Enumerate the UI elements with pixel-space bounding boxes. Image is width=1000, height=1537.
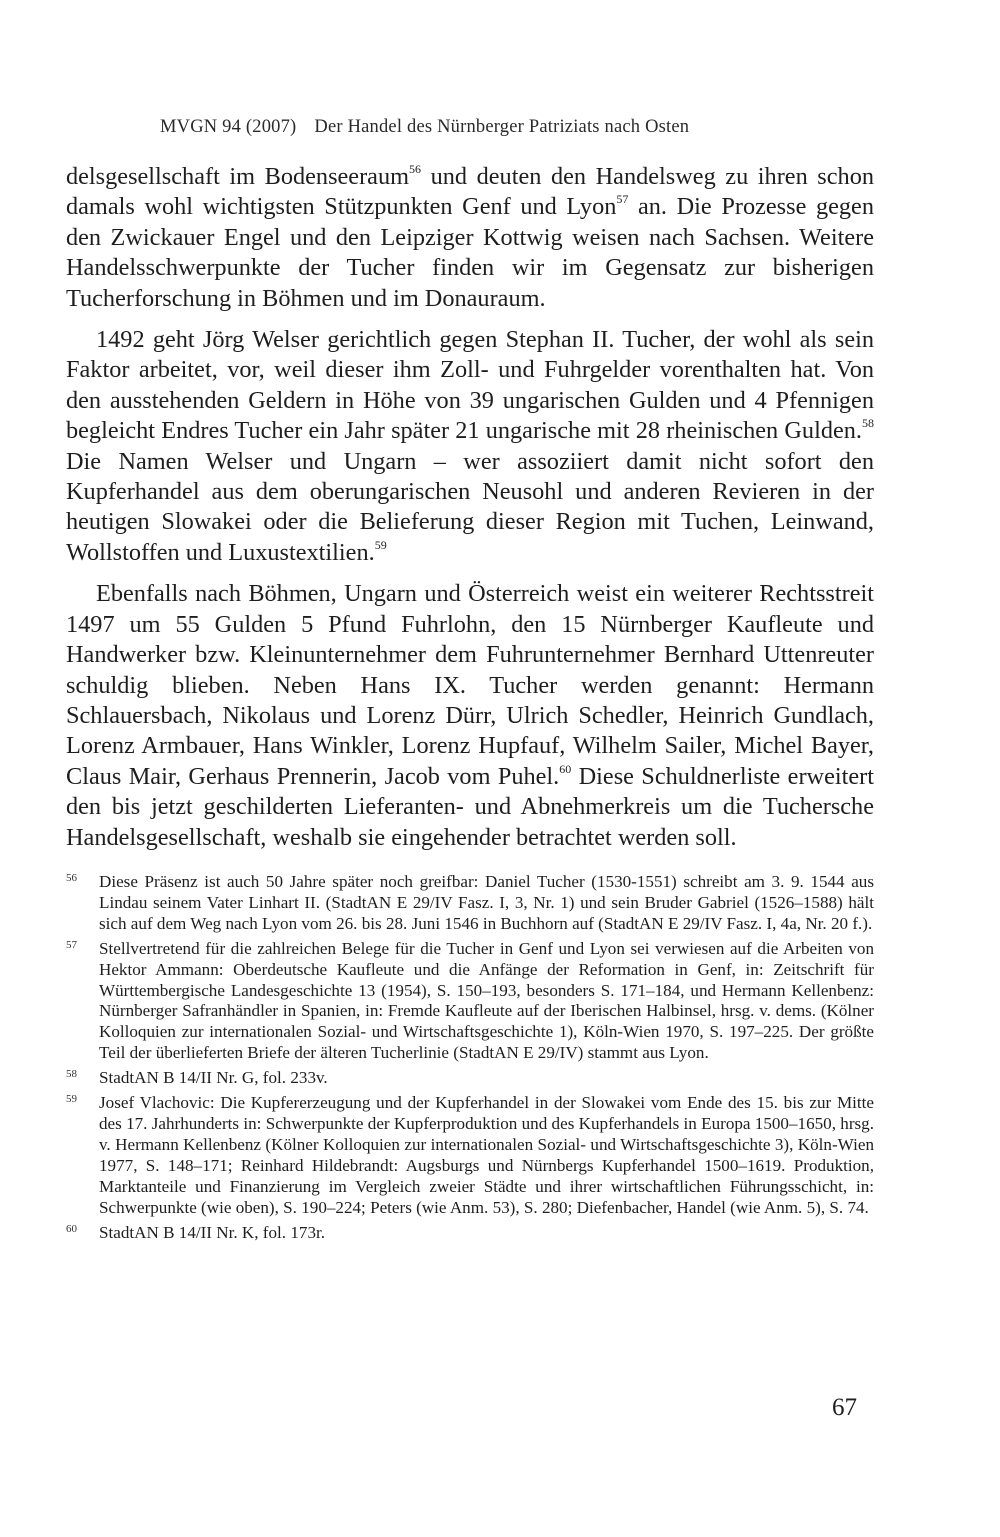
paragraph xyxy=(66,162,874,314)
footnote-number: 58 xyxy=(66,1068,77,1081)
footnotes xyxy=(66,872,874,1247)
footnote-56 xyxy=(66,872,874,935)
text-run: Die Namen Welser und Ungarn – wer assoziiert damit nicht sofort den Kupferhandel aus dem oberungarischen Neusohl und anderen Revieren in der heutigen Slowakei oder die Belieferung dieser Region mit Tuchen, Leinwand, Wollstoffen und Luxustextilien. xyxy=(66,447,874,566)
footnote-number: 56 xyxy=(66,872,77,884)
journal-reference: MVGN 94 (2007) xyxy=(160,117,297,137)
footnote-ref-56[interactable]: 56 xyxy=(409,162,422,176)
page-number: 67 xyxy=(832,1394,857,1421)
text-run: Diese Schuldnerliste erweitert den bis jetzt geschilderten Lieferanten- und Abnehmerkreis um die Tuchersche Handelsgesellschaft, weshalb sie eingehender betrachtet werden soll. xyxy=(66,762,875,851)
body-text xyxy=(66,162,874,864)
footnote-59 xyxy=(66,1093,874,1218)
footnote-ref-58[interactable]: 58 xyxy=(862,416,874,431)
text-run: und deuten den Handelsweg zu ihren schon damals wohl wichtigsten Stützpunkten Genf und Lyon xyxy=(66,163,874,221)
text-run: an. Die Prozesse gegen den Zwickauer Engel und den Leipziger Kottwig weisen nach Sachsen. Weitere Handelsschwerpunkte der Tucher finden wir im Gegensatz zur bisherigen Tucherforschung in Böhmen und im Donauraum. xyxy=(66,193,874,312)
text-run: Ebenfalls nach Böhmen, Ungarn und Österreich weist ein weiterer Rechtsstreit 1497 um 55 Gulden 5 Pfund Fuhrlohn, den 15 Nürnberger Kaufleute und Handwerker bzw. Kleinunternehmer dem Fuhrunternehmer Bernhard Uttenreuter schuldig blieben. Neben Hans IX. Tucher werden genannt: Hermann Schlauersbach, Nikolaus und Lorenz Dürr, Ulrich Schedler, Heinrich Gundlach, Lorenz Armbauer, Hans Winkler, Lorenz Hupfauf, Wilhelm Sailer, Michel Bayer, Claus Mair, Gerhaus Prennerin, Jacob vom Puhel. xyxy=(66,580,874,790)
text-run: delsgesellschaft im Bodenseeraum xyxy=(66,163,410,190)
footnote-number: 59 xyxy=(66,1093,77,1106)
footnote-number: 60 xyxy=(66,1222,77,1235)
footnote-text: Stellvertretend für die zahlreichen Belege für die Tucher in Genf und Lyon sei verwiesen auf die Arbeiten von Hektor Ammann: Oberdeutsche Kaufleute und die Anfänge der Reformation in Genf, in: Zeitschrift für Württembergische Landesgeschichte 13 (1954), S. 150–193, besonders S. 171–184, und Hermann Kellenbenz: Nürnberger Safranhändler in Spanien, in: Fremde Kaufleute auf der Iberischen Halbinsel, hrsg. v. dems. (Kölner Kolloquien zur internationalen Sozial- und Wirtschaftsgeschichte 1), Köln-Wien 1970, S. 197–225. Der größte Teil der überlieferten Briefe der älteren Tucherlinie (StadtAN E 29/IV) stammt aus Lyon. xyxy=(99,938,874,1063)
footnote-ref-59[interactable]: 59 xyxy=(374,537,387,552)
footnote-57 xyxy=(66,939,874,1064)
footnote-ref-60[interactable]: 60 xyxy=(559,761,572,776)
footnote-text: StadtAN B 14/II Nr. K, fol. 173r. xyxy=(99,1222,326,1242)
running-title: Der Handel des Nürnberger Patriziats nach Osten xyxy=(314,117,690,137)
footnote-number: 57 xyxy=(66,938,77,951)
paragraph xyxy=(66,325,874,568)
footnote-ref-57[interactable]: 57 xyxy=(616,192,629,207)
footnote-60 xyxy=(66,1223,874,1244)
paragraph xyxy=(66,579,874,853)
footnote-text: Josef Vlachovic: Die Kupfererzeugung und der Kupferhandel in der Slowakei vom Ende des 15. bis zur Mitte des 17. Jahrhunderts in: Schwerpunkte der Kupferproduktion und des Kupferhandels in Europa 1500–1650, hrsg. v. Hermann Kellenbenz (Kölner Kolloquien zur internationalen Sozial- und Wirtschaftsgeschichte 3), Köln-Wien 1977, S. 148–171; Reinhard Hildebrandt: Augsburgs und Nürnbergs Kupferhandel 1500–1619. Produktion, Marktanteile und Finanzierung im Vergleich zweier Städte und ihrer wirtschaftlichen Führungsschicht, in: Schwerpunkte (wie oben), S. 190–224; Peters (wie Anm. 53), S. 280; Diefenbacher, Handel (wie Anm. 5), S. 74. xyxy=(99,1093,874,1217)
footnote-text: StadtAN B 14/II Nr. G, fol. 233v. xyxy=(99,1068,328,1088)
footnote-text: Diese Präsenz ist auch 50 Jahre später noch greifbar: Daniel Tucher (1530-1551) schreibt am 3. 9. 1544 aus Lindau seinem Vater Linhart II. (StadtAN E 29/IV Fasz. I, 3, Nr. 1) und sein Bruder Gabriel (1526–1588) hält sich auf dem Weg nach Lyon vom 26. bis 28. Juni 1546 in Buchhorn auf (StadtAN E 29/IV Fasz. I, 4a, Nr. 20 f.). xyxy=(99,872,874,933)
running-header xyxy=(160,117,780,138)
footnote-58 xyxy=(66,1068,874,1089)
text-run: 1492 geht Jörg Welser gerichtlich gegen Stephan II. Tucher, der wohl als sein Faktor arbeitet, vor, weil dieser ihm Zoll- und Fuhrgelder vorenthalten hat. Von den ausstehenden Geldern in Höhe von 39 ungarischen Gulden und 4 Pfennigen begleicht Endres Tucher ein Jahr später 21 ungarische mit 28 rheinischen Gulden. xyxy=(66,326,874,445)
